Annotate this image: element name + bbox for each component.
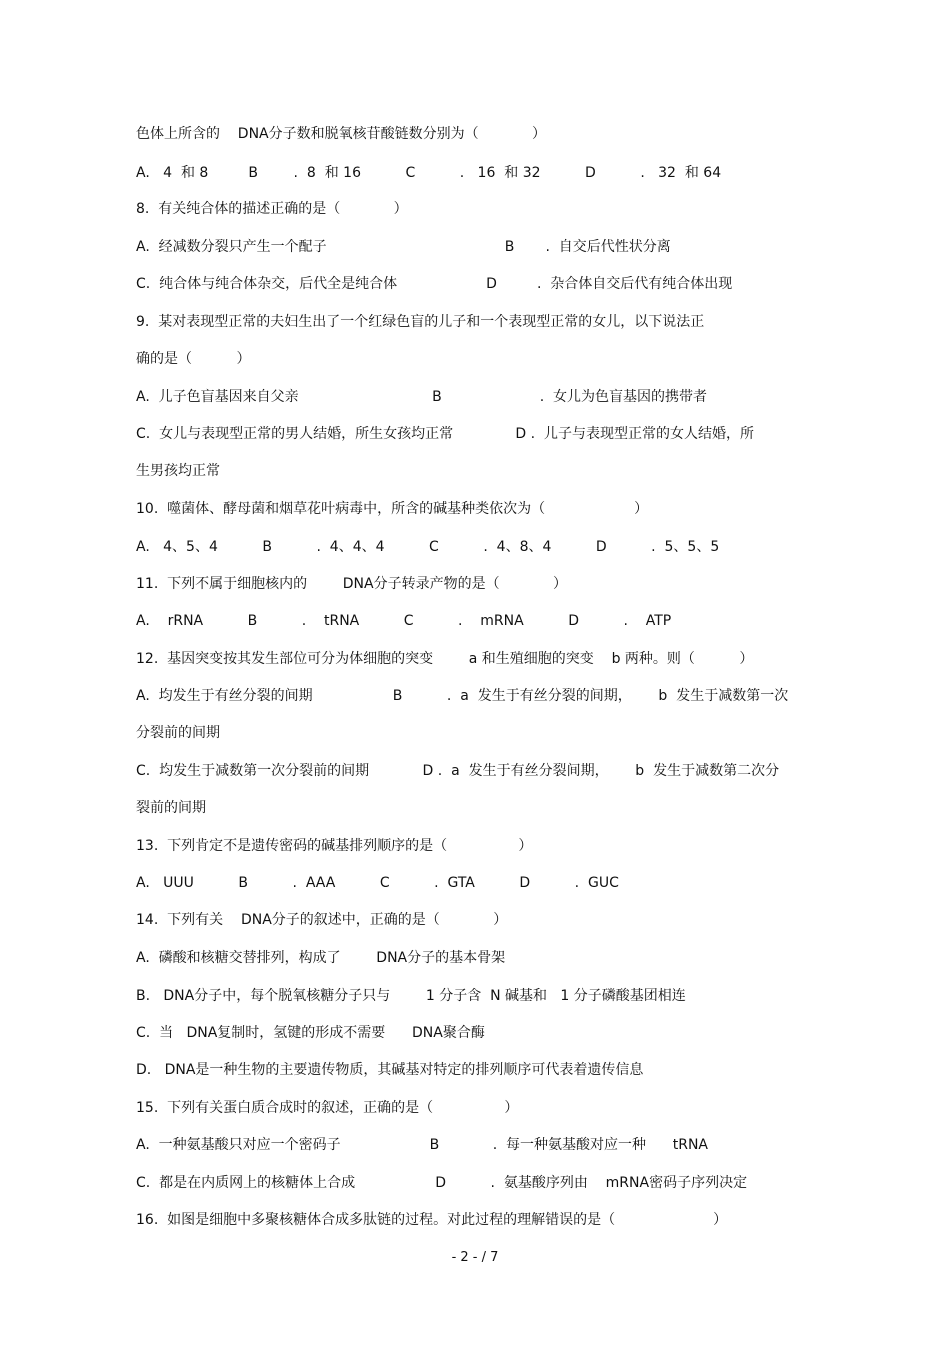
question-14-option-d: D. DNA是一种生物的主要遗传物质，其碱基对特定的排列顺序可代表着遗传信息 bbox=[136, 1062, 644, 1078]
question-13-stem: 13. 下列肯定不是遗传密码的碱基排列顺序的是（ ） bbox=[136, 838, 533, 854]
question-8-stem: 8. 有关纯合体的描述正确的是（ ） bbox=[136, 201, 408, 217]
question-14-stem: 14. 下列有关 DNA分子的叙述中，正确的是（ ） bbox=[136, 912, 508, 928]
question-12-options-cd: C. 均发生于减数第一次分裂前的间期 D . a 发生于有丝分裂间期， b 发生于减数第二次分 bbox=[136, 763, 780, 779]
question-9-options-ab: A. 儿子色盲基因来自父亲 B . 女儿为色盲基因的携带者 bbox=[136, 389, 708, 405]
question-15-stem: 15. 下列有关蛋白质合成时的叙述，正确的是（ ） bbox=[136, 1100, 519, 1116]
question-14-option-a: A. 磷酸和核糖交替排列，构成了 DNA分子的基本骨架 bbox=[136, 950, 506, 966]
question-13-options: A. UUU B . AAA C . GTA D . GUC bbox=[136, 875, 619, 891]
question-9-options-cd: C. 女儿与表现型正常的男人结婚，所生女孩均正常 D . 儿子与表现型正常的女人结婚，所 bbox=[136, 426, 755, 442]
question-12-stem: 12. 基因突变按其发生部位可分为体细胞的突变 a 和生殖细胞的突变 b 两种。则（ ） bbox=[136, 651, 754, 667]
question-9-stem-line1: 9. 某对表现型正常的夫妇生出了一个红绿色盲的儿子和一个表现型正常的女儿，以下说法正 bbox=[136, 314, 705, 330]
question-11-stem: 11. 下列不属于细胞核内的 DNA分子转录产物的是（ ） bbox=[136, 576, 567, 592]
question-12-options-cd-continuation: 裂前的间期 bbox=[136, 800, 206, 816]
question-10-options: A. 4、5、4 B . 4、4、4 C . 4、8、4 D . 5、5、5 bbox=[136, 539, 720, 555]
question-16-stem: 16. 如图是细胞中多聚核糖体合成多肽链的过程。对此过程的理解错误的是（ ） bbox=[136, 1212, 728, 1228]
question-12-options-ab: A. 均发生于有丝分裂的间期 B . a 发生于有丝分裂的间期， b 发生于减数第一次 bbox=[136, 688, 789, 704]
page-number: - 2 - / 7 bbox=[451, 1250, 499, 1265]
question-7-continuation: 色体上所含的 DNA分子数和脱氧核苷酸链数分别为（ ） bbox=[136, 126, 547, 142]
question-9-stem-line2: 确的是（ ） bbox=[136, 351, 251, 367]
question-14-option-c: C. 当 DNA复制时，氢键的形成不需要 DNA聚合酶 bbox=[136, 1025, 485, 1041]
question-8-options-ab: A. 经减数分裂只产生一个配子 B . 自交后代性状分离 bbox=[136, 239, 671, 255]
question-7-options: A. 4 和 8 B . 8 和 16 C . 16 和 32 D . 32 和 64 bbox=[136, 165, 722, 181]
question-11-options: A. rRNA B . tRNA C . mRNA D . ATP bbox=[136, 613, 672, 629]
question-15-options-ab: A. 一种氨基酸只对应一个密码子 B . 每一种氨基酸对应一种 tRNA bbox=[136, 1137, 709, 1153]
question-12-options-ab-continuation: 分裂前的间期 bbox=[136, 725, 220, 741]
question-8-options-cd: C. 纯合体与纯合体杂交，后代全是纯合体 D . 杂合体自交后代有纯合体出现 bbox=[136, 276, 733, 292]
question-9-options-cd-continuation: 生男孩均正常 bbox=[136, 463, 220, 479]
question-10-stem: 10. 噬菌体、酵母菌和烟草花叶病毒中，所含的碱基种类依次为（ ） bbox=[136, 501, 649, 517]
question-14-option-b: B. DNA分子中，每个脱氧核糖分子只与 1 分子含 N 碱基和 1 分子磷酸基团相连 bbox=[136, 988, 686, 1004]
question-15-options-cd: C. 都是在内质网上的核糖体上合成 D . 氨基酸序列由 mRNA密码子序列决定 bbox=[136, 1175, 748, 1191]
